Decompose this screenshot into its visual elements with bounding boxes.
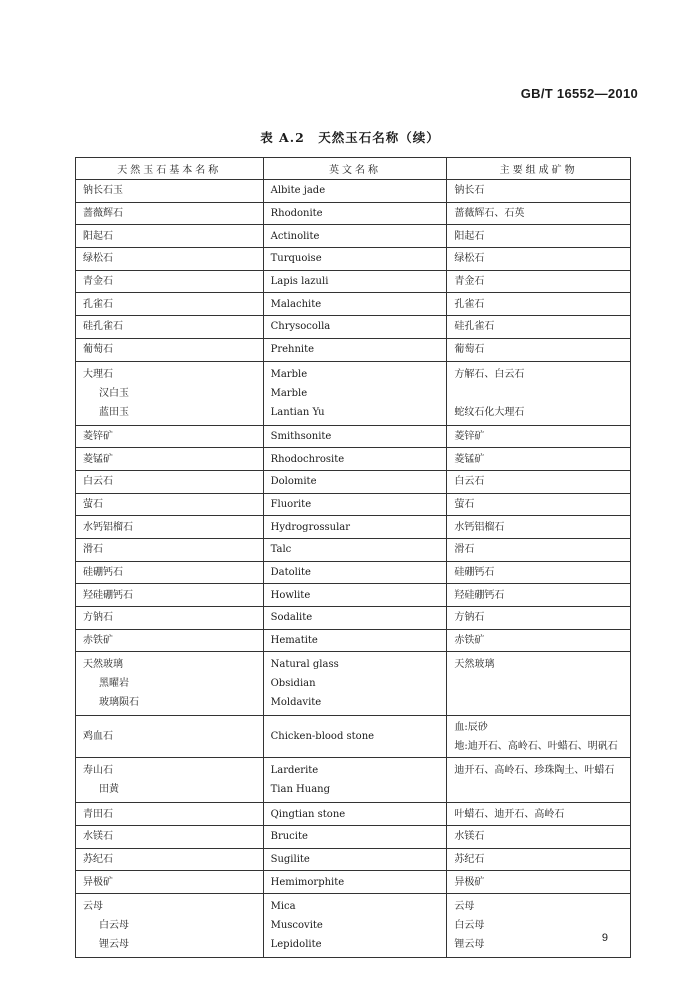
cell-line: 绿松石 xyxy=(454,253,485,265)
english-name-cell xyxy=(263,180,447,203)
cell-line: 锂云母 xyxy=(454,939,485,951)
chinese-name-cell xyxy=(76,225,264,248)
table-row xyxy=(76,448,631,471)
table-row xyxy=(76,629,631,652)
table-row xyxy=(76,516,631,539)
chinese-name-cell xyxy=(76,470,264,493)
cell-line: 羟硅硼钙石 xyxy=(83,589,133,601)
cell-line: 滑石 xyxy=(454,544,475,556)
cell-line xyxy=(454,674,630,693)
english-name-cell xyxy=(263,248,447,271)
chinese-name-cell xyxy=(76,338,264,361)
minerals-cell xyxy=(447,361,631,425)
cell-line: 蓝田玉 xyxy=(99,406,129,418)
table-row xyxy=(76,270,631,293)
cell-line: 钠长石 xyxy=(454,185,485,197)
chinese-name-cell xyxy=(76,607,264,630)
table-row xyxy=(76,584,631,607)
cell-line: 硅孔雀石 xyxy=(454,321,495,333)
minerals-cell xyxy=(447,803,631,826)
minerals-cell xyxy=(447,629,631,652)
cell-line: Larderite xyxy=(270,765,319,777)
cell-line: 天然玻璃 xyxy=(83,659,123,671)
english-name-cell xyxy=(263,425,447,448)
cell-line: 汉白玉 xyxy=(99,387,129,399)
cell-line: Lapis lazuli xyxy=(270,276,329,288)
english-name-cell xyxy=(263,316,447,339)
table-row xyxy=(76,803,631,826)
cell-line: 黑曜岩 xyxy=(99,678,129,690)
cell-line: Marble xyxy=(270,387,308,399)
english-name-cell xyxy=(263,448,447,471)
table-row xyxy=(76,607,631,630)
chinese-name-cell xyxy=(76,248,264,271)
cell-line xyxy=(454,384,630,403)
minerals-cell xyxy=(447,293,631,316)
english-name-cell xyxy=(263,826,447,849)
minerals-cell xyxy=(447,584,631,607)
cell-line: Hematite xyxy=(270,635,318,647)
english-name-cell xyxy=(263,293,447,316)
cell-line: Prehnite xyxy=(270,344,315,356)
cell-line: 滑石 xyxy=(83,544,103,556)
cell-line: Tian Huang xyxy=(270,784,331,796)
cell-line: 云母 xyxy=(454,901,475,913)
cell-line: Natural glass xyxy=(270,659,339,671)
table-row xyxy=(76,826,631,849)
cell-line: 阳起石 xyxy=(83,230,113,242)
minerals-cell xyxy=(447,448,631,471)
column-header-main-minerals: 主要组成矿物 xyxy=(447,158,631,180)
table-row xyxy=(76,652,631,716)
english-name-cell xyxy=(263,202,447,225)
minerals-cell xyxy=(447,652,631,716)
page-number: 9 xyxy=(601,932,608,944)
cell-line: 孔雀石 xyxy=(83,298,113,310)
table-row xyxy=(76,425,631,448)
cell-line: Chicken-blood stone xyxy=(270,731,375,743)
minerals-cell xyxy=(447,716,631,758)
cell-line: 叶蜡石、迪开石、高岭石 xyxy=(454,808,565,820)
cell-line: 萤石 xyxy=(454,498,475,510)
cell-line: 异极矿 xyxy=(454,876,485,888)
cell-line: 青金石 xyxy=(454,276,485,288)
jade-names-table xyxy=(75,157,631,958)
cell-line: Talc xyxy=(270,544,292,556)
english-name-cell xyxy=(263,538,447,561)
chinese-name-cell xyxy=(76,848,264,871)
cell-line: 葡萄石 xyxy=(83,344,113,356)
cell-line: 菱锰矿 xyxy=(454,453,485,465)
cell-line xyxy=(454,780,630,799)
english-name-cell xyxy=(263,871,447,894)
cell-line: 水钙铝榴石 xyxy=(83,521,133,533)
cell-line: 青金石 xyxy=(83,276,113,288)
minerals-cell xyxy=(447,538,631,561)
cell-line: 玻璃陨石 xyxy=(99,697,139,709)
cell-line: Actinolite xyxy=(270,230,320,242)
cell-line: 菱锌矿 xyxy=(83,430,113,442)
table-header-row xyxy=(76,158,631,180)
minerals-cell xyxy=(447,826,631,849)
cell-line: 蔷薇辉石、石英 xyxy=(454,208,525,220)
minerals-cell xyxy=(447,894,631,958)
cell-line: Lepidolite xyxy=(270,939,322,951)
english-name-cell xyxy=(263,270,447,293)
table-row xyxy=(76,248,631,271)
chinese-name-cell xyxy=(76,584,264,607)
minerals-cell xyxy=(447,848,631,871)
minerals-cell xyxy=(447,758,631,803)
minerals-cell xyxy=(447,493,631,516)
cell-line: 白云母 xyxy=(99,920,129,932)
english-name-cell xyxy=(263,848,447,871)
table-row xyxy=(76,225,631,248)
cell-line: 锂云母 xyxy=(99,939,129,951)
table-row xyxy=(76,180,631,203)
cell-line: Qingtian stone xyxy=(270,808,346,820)
cell-line: 田黄 xyxy=(99,784,119,796)
chinese-name-cell xyxy=(76,803,264,826)
cell-line: Dolomite xyxy=(270,476,317,488)
english-name-cell xyxy=(263,338,447,361)
cell-line: 硅硼钙石 xyxy=(454,566,495,578)
cell-line: 白云母 xyxy=(454,920,485,932)
cell-line: 蔷薇辉石 xyxy=(83,208,123,220)
cell-line: Sugilite xyxy=(270,854,310,866)
table-row xyxy=(76,894,631,958)
cell-line: 孔雀石 xyxy=(454,298,485,310)
minerals-cell xyxy=(447,225,631,248)
cell-line: Chrysocolla xyxy=(270,321,331,333)
table-row xyxy=(76,758,631,803)
chinese-name-cell xyxy=(76,361,264,425)
minerals-cell xyxy=(447,607,631,630)
cell-line: Hydrogrossular xyxy=(270,521,351,533)
english-name-cell xyxy=(263,516,447,539)
cell-line: 地:迪开石、高岭石、叶蜡石、明矾石 xyxy=(454,740,618,752)
cell-line: 水镁石 xyxy=(83,831,113,843)
cell-line: 迪开石、高岭石、珍珠陶土、叶蜡石 xyxy=(454,765,615,777)
cell-line: 苏纪石 xyxy=(83,854,113,866)
english-name-cell xyxy=(263,361,447,425)
cell-line: 天然玻璃 xyxy=(454,659,495,671)
chinese-name-cell xyxy=(76,758,264,803)
table-row xyxy=(76,202,631,225)
chinese-name-cell xyxy=(76,493,264,516)
cell-line: Turquoise xyxy=(270,253,322,265)
cell-line: 大理石 xyxy=(83,368,113,380)
table-row xyxy=(76,716,631,758)
minerals-cell xyxy=(447,561,631,584)
cell-line: 水镁石 xyxy=(454,831,485,843)
cell-line: 血:辰砂 xyxy=(454,721,488,733)
cell-line: 钠长石玉 xyxy=(83,185,123,197)
english-name-cell xyxy=(263,629,447,652)
table-row xyxy=(76,848,631,871)
english-name-cell xyxy=(263,716,447,758)
column-header-chinese-name: 天然玉石基本名称 xyxy=(76,158,264,180)
cell-line: Mica xyxy=(270,901,296,913)
english-name-cell xyxy=(263,652,447,716)
cell-line: 赤铁矿 xyxy=(83,635,113,647)
cell-line: Smithsonite xyxy=(270,430,332,442)
cell-line: 苏纪石 xyxy=(454,854,485,866)
english-name-cell xyxy=(263,758,447,803)
cell-line: Lantian Yu xyxy=(270,406,325,418)
cell-line: 葡萄石 xyxy=(454,344,485,356)
chinese-name-cell xyxy=(76,316,264,339)
minerals-cell xyxy=(447,180,631,203)
cell-line: 羟硅硼钙石 xyxy=(454,589,505,601)
cell-line: Muscovite xyxy=(270,920,323,932)
cell-line: Hemimorphite xyxy=(270,876,345,888)
chinese-name-cell xyxy=(76,826,264,849)
column-header-english-name: 英文名称 xyxy=(263,158,447,180)
chinese-name-cell xyxy=(76,716,264,758)
minerals-cell xyxy=(447,338,631,361)
cell-line: 阳起石 xyxy=(454,230,485,242)
chinese-name-cell xyxy=(76,270,264,293)
minerals-cell xyxy=(447,248,631,271)
cell-line: Datolite xyxy=(270,566,311,578)
english-name-cell xyxy=(263,803,447,826)
minerals-cell xyxy=(447,316,631,339)
cell-line: 绿松石 xyxy=(83,253,113,265)
minerals-cell xyxy=(447,425,631,448)
table-row xyxy=(76,338,631,361)
minerals-cell xyxy=(447,270,631,293)
chinese-name-cell xyxy=(76,561,264,584)
english-name-cell xyxy=(263,607,447,630)
cell-line: 萤石 xyxy=(83,498,103,510)
cell-line: Rhodonite xyxy=(270,208,323,220)
chinese-name-cell xyxy=(76,652,264,716)
chinese-name-cell xyxy=(76,202,264,225)
cell-line: Moldavite xyxy=(270,697,322,709)
chinese-name-cell xyxy=(76,538,264,561)
cell-line: 方钠石 xyxy=(454,612,485,624)
cell-line: 硅孔雀石 xyxy=(83,321,123,333)
chinese-name-cell xyxy=(76,894,264,958)
english-name-cell xyxy=(263,894,447,958)
chinese-name-cell xyxy=(76,180,264,203)
cell-line: 硅硼钙石 xyxy=(83,566,123,578)
table-row xyxy=(76,470,631,493)
cell-line: Albite jade xyxy=(270,185,326,197)
cell-line: 鸡血石 xyxy=(83,731,113,743)
table-title: 表 A.2 天然玉石名称（续） xyxy=(260,130,440,145)
minerals-cell xyxy=(447,516,631,539)
table-row xyxy=(76,293,631,316)
table-row xyxy=(76,316,631,339)
english-name-cell xyxy=(263,470,447,493)
chinese-name-cell xyxy=(76,516,264,539)
cell-line: Rhodochrosite xyxy=(270,453,345,465)
table-row xyxy=(76,538,631,561)
minerals-cell xyxy=(447,871,631,894)
cell-line: Obsidian xyxy=(270,678,316,690)
minerals-cell xyxy=(447,470,631,493)
chinese-name-cell xyxy=(76,629,264,652)
cell-line: Howlite xyxy=(270,589,311,601)
english-name-cell xyxy=(263,493,447,516)
cell-line: 赤铁矿 xyxy=(454,635,485,647)
cell-line: 云母 xyxy=(83,901,103,913)
cell-line: 水钙铝榴石 xyxy=(454,521,505,533)
cell-line: 方钠石 xyxy=(83,612,113,624)
standard-number: GB/T 16552—2010 xyxy=(520,86,638,101)
cell-line: 青田石 xyxy=(83,808,113,820)
cell-line: 白云石 xyxy=(83,476,113,488)
cell-line: Malachite xyxy=(270,298,322,310)
cell-line: 方解石、白云石 xyxy=(454,368,525,380)
cell-line: 蛇纹石化大理石 xyxy=(454,406,525,418)
english-name-cell xyxy=(263,225,447,248)
table-row xyxy=(76,871,631,894)
cell-line: 寿山石 xyxy=(83,765,113,777)
chinese-name-cell xyxy=(76,871,264,894)
chinese-name-cell xyxy=(76,293,264,316)
minerals-cell xyxy=(447,202,631,225)
cell-line: Marble xyxy=(270,368,308,380)
table-row xyxy=(76,361,631,425)
english-name-cell xyxy=(263,561,447,584)
english-name-cell xyxy=(263,584,447,607)
table-row xyxy=(76,561,631,584)
cell-line: Brucite xyxy=(270,831,308,843)
cell-line: Sodalite xyxy=(270,612,313,624)
cell-line: 菱锌矿 xyxy=(454,430,485,442)
cell-line: 菱锰矿 xyxy=(83,453,113,465)
cell-line: Fluorite xyxy=(270,498,312,510)
cell-line: 异极矿 xyxy=(83,876,113,888)
chinese-name-cell xyxy=(76,448,264,471)
cell-line xyxy=(454,693,630,712)
table-row xyxy=(76,493,631,516)
chinese-name-cell xyxy=(76,425,264,448)
cell-line: 白云石 xyxy=(454,476,485,488)
